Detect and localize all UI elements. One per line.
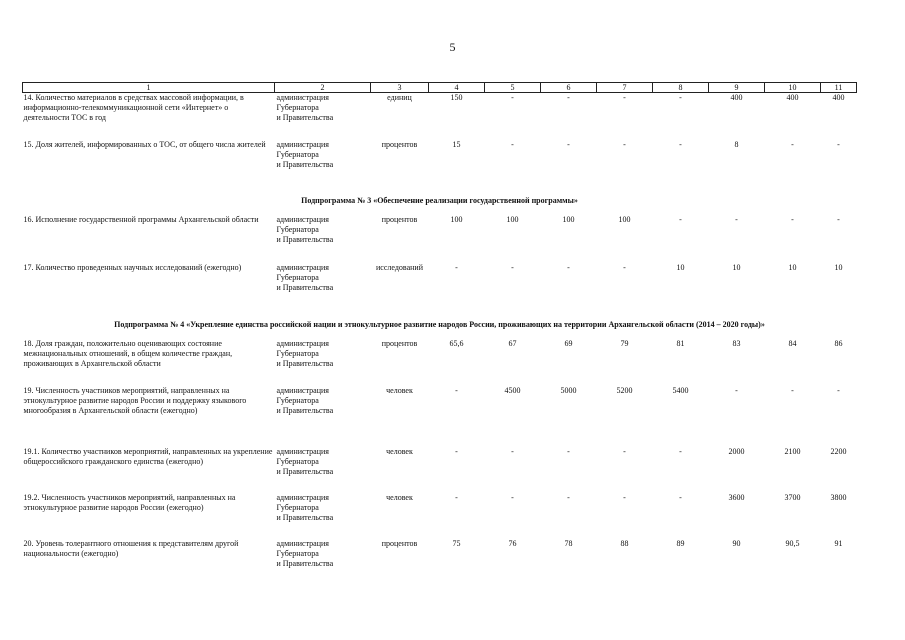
value-cell: - [511,93,514,102]
unit: процентов [381,338,418,348]
table-row [23,493,857,539]
responsible-org [275,447,371,493]
value-cell: 76 [508,538,517,548]
column-header: 5 [485,83,541,93]
org-line: администрация [276,262,329,272]
value-cell: 150 [450,93,463,102]
value-cell: 83 [732,338,741,348]
value-cell: 69 [564,338,573,348]
value-cell: - [455,446,458,456]
value-cell: - [567,262,570,272]
value-cell: - [567,492,570,502]
indicator-name: 19. Численность участников мероприятий, направленных на этнокультурное развитие народов России и поддержку языкового многообразия в Архангельской области (ежегодно) [23,385,247,415]
value-cell: 100 [450,214,463,224]
table-row [23,386,857,447]
value-cell: 79 [620,338,629,348]
value-cell: 2100 [784,446,801,456]
org-line: и Правительства [276,558,334,568]
column-header: 6 [541,83,597,93]
value-cell: - [623,492,626,502]
unit: исследований [376,262,423,272]
value-cell: 3600 [728,492,745,502]
value-cell: - [623,446,626,456]
org-line: Губернатора [276,502,319,512]
table-body [23,93,857,585]
org-line: администрация [276,93,329,102]
value-cell: 89 [676,538,685,548]
responsible-org [275,339,371,386]
org-line: администрация [276,492,329,502]
value-cell: - [511,446,514,456]
responsible-org [275,386,371,447]
value-cell: 100 [562,214,575,224]
value-cell: 400 [786,93,799,102]
value-cell: 100 [506,214,519,224]
org-line: администрация [276,538,329,548]
unit: единиц [387,93,412,102]
value-cell: 400 [730,93,743,102]
value-cell: - [679,446,682,456]
value-cell: - [455,385,458,395]
column-header: 7 [597,83,653,93]
value-cell: - [567,446,570,456]
responsible-org [275,140,371,188]
table-row [23,263,857,311]
value-cell: - [511,492,514,502]
org-line: и Правительства [276,234,334,244]
org-line: Губернатора [276,272,319,282]
org-line: и Правительства [276,113,334,122]
indicator-name: 19.2. Численность участников мероприятий, направленных на этнокультурное развитие народов России (ежегодно) [23,492,236,512]
org-line: Губернатора [276,548,319,558]
value-cell: 65,6 [449,338,464,348]
value-cell: - [567,139,570,149]
org-line: и Правительства [276,405,334,415]
org-line: Губернатора [276,149,319,159]
org-line: Губернатора [276,456,319,466]
section-title: Подпрограмма № 3 «Обеспечение реализации государственной программы» [301,196,578,205]
responsible-org [275,539,371,585]
value-cell: - [679,93,682,102]
value-cell: 100 [618,214,631,224]
indicator-name: 18. Доля граждан, положительно оценивающих состояние межнациональных отношений, в общем количестве граждан, проживающих в Архангельской области [23,338,233,368]
unit: процентов [381,214,418,224]
value-cell: - [791,385,794,395]
value-cell: 84 [788,338,797,348]
value-cell: 10 [834,262,843,272]
value-cell: 5400 [672,385,689,395]
table-row [23,539,857,585]
value-cell: 8 [734,139,739,149]
column-header: 2 [275,83,371,93]
value-cell: - [679,214,682,224]
indicator-name: 14. Количество материалов в средствах массовой информации, в информационно-телекоммуникационной сети «Интернет» о деятельности ТОС в год [23,93,244,122]
indicators-table [22,82,857,585]
value-cell: 2200 [830,446,847,456]
value-cell: 3700 [784,492,801,502]
value-cell: 91 [834,538,843,548]
value-cell: 75 [452,538,461,548]
indicator-name: 17. Количество проведенных научных исследований (ежегодно) [23,262,242,272]
value-cell: 10 [788,262,797,272]
value-cell: 2000 [728,446,745,456]
value-cell: - [455,492,458,502]
responsible-org [275,263,371,311]
page-number: 5 [449,40,456,54]
value-cell: - [623,262,626,272]
org-line: и Правительства [276,358,334,368]
column-header: 8 [653,83,709,93]
value-cell: 4500 [504,385,521,395]
value-cell: 400 [832,93,845,102]
section-title: Подпрограмма № 4 «Укрепление единства российской нации и этнокультурное развитие народов России, проживающих на территории Архангельской области (2014 – 2020 годы)» [114,319,765,329]
responsible-org [275,93,371,140]
value-cell: 90,5 [785,538,800,548]
value-cell: 78 [564,538,573,548]
responsible-org [275,215,371,263]
indicator-name: 19.1. Количество участников мероприятий, направленных на укрепление общероссийского гражданского единства (ежегодно) [23,446,273,466]
column-header: 11 [821,83,857,93]
org-line: администрация [276,446,329,456]
value-cell: - [837,139,840,149]
org-line: и Правительства [276,159,334,169]
org-line: Губернатора [276,224,319,234]
org-line: администрация [276,139,329,149]
org-line: администрация [276,338,329,348]
unit: человек [386,492,413,502]
header-row [23,83,857,93]
column-header: 1 [23,83,275,93]
value-cell: - [791,214,794,224]
unit: человек [386,446,413,456]
table-row [23,140,857,188]
value-cell: 81 [676,338,685,348]
table-row [23,339,857,386]
org-line: Губернатора [276,395,319,405]
value-cell: - [455,262,458,272]
value-cell: - [623,139,626,149]
table-row [23,215,857,263]
column-header: 9 [709,83,765,93]
value-cell: - [511,262,514,272]
column-header: 10 [765,83,821,93]
value-cell: - [679,139,682,149]
value-cell: 10 [676,262,685,272]
value-cell: - [735,214,738,224]
org-line: администрация [276,214,329,224]
value-cell: 86 [834,338,843,348]
column-header: 3 [371,83,429,93]
table-row [23,93,857,140]
indicator-name: 20. Уровень толерантного отношения к представителям другой национальности (ежегодно) [23,538,239,558]
value-cell: 90 [732,538,741,548]
value-cell: 88 [620,538,629,548]
value-cell: - [791,139,794,149]
value-cell: 15 [452,139,461,149]
section-row [23,311,857,339]
value-cell: 3800 [830,492,847,502]
org-line: Губернатора [276,348,319,358]
indicator-name: 15. Доля жителей, информированных о ТОС, от общего числа жителей [23,139,266,149]
unit: процентов [381,139,418,149]
org-line: и Правительства [276,466,334,476]
value-cell: - [623,93,626,102]
value-cell: - [837,385,840,395]
org-line: Губернатора [276,103,319,112]
unit: человек [386,385,413,395]
value-cell: - [567,93,570,102]
table-row [23,447,857,493]
value-cell: - [735,385,738,395]
value-cell: 5200 [616,385,633,395]
org-line: и Правительства [276,282,334,292]
value-cell: 5000 [560,385,577,395]
value-cell: 67 [508,338,517,348]
indicator-name: 16. Исполнение государственной программы Архангельской области [23,214,259,224]
value-cell: - [511,139,514,149]
value-cell: - [679,492,682,502]
section-row [23,188,857,215]
column-header: 4 [429,83,485,93]
org-line: администрация [276,385,329,395]
responsible-org [275,493,371,539]
value-cell: - [837,214,840,224]
value-cell: 10 [732,262,741,272]
unit: процентов [381,538,418,548]
org-line: и Правительства [276,512,334,522]
